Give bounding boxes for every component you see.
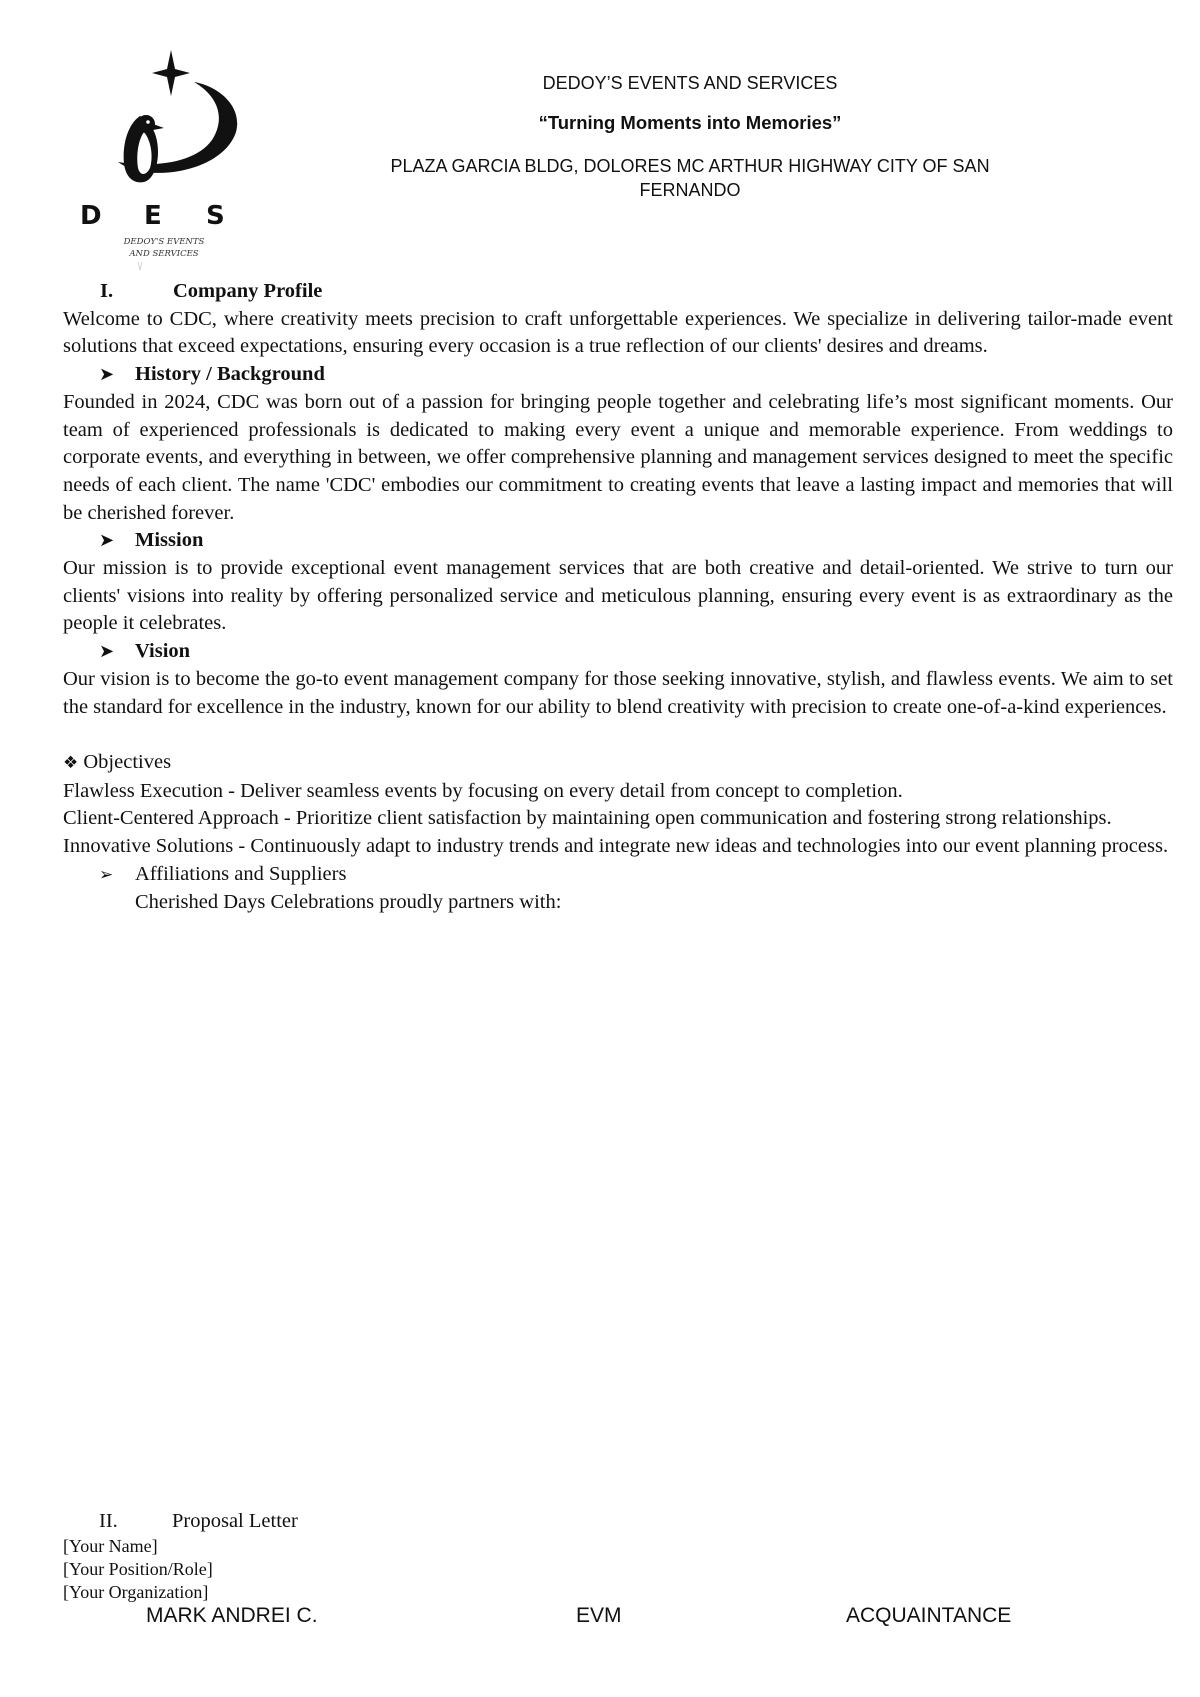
- footer-code: EVM: [576, 1604, 622, 1627]
- vision-paragraph: Our vision is to become the go-to event management company for those seeking innovative, stylish, and flawless events. We aim to set the standard for excellence in the industry, known for our ability to blend creativity with precision to create one-of-a-kind experiences.: [63, 667, 1173, 718]
- section-title: Proposal Letter: [172, 1510, 298, 1532]
- section-number: II.: [99, 1510, 118, 1532]
- intro-paragraph: Welcome to CDC, where creativity meets precision to craft unforgettable experiences. We specialize in delivering tailor-made event solutions that exceed expectations, ensuring every occasion is a true reflection of our clients' desires and dreams.: [63, 307, 1173, 358]
- arrow-bullet-icon: ➤: [99, 364, 115, 386]
- section-heading: [63, 278, 1173, 306]
- section-title: Company Profile: [173, 280, 323, 302]
- section-number: I.: [100, 280, 114, 302]
- svg-text:E: E: [144, 201, 162, 231]
- diamond-bullet-icon: ❖: [63, 752, 79, 773]
- proposal-section: [63, 1508, 663, 1604]
- svg-text:D: D: [80, 201, 102, 231]
- company-name: DEDOY’S EVENTS AND SERVICES: [542, 73, 838, 93]
- objectives-heading: [63, 749, 1173, 778]
- placeholder-line: [Your Position/Role]: [63, 1559, 213, 1579]
- subheading-label: Mission: [135, 529, 204, 552]
- company-address: PLAZA GARCIA BLDG, DOLORES MC ARTHUR HIGHWAY CITY OF SAN FERNANDO: [390, 156, 990, 200]
- company-logo: [78, 44, 248, 274]
- svg-text:AND SERVICES: AND SERVICES: [129, 249, 199, 259]
- objective-item: Innovative Solutions - Continuously adapt to industry trends and integrate new ideas and technologies into our event planning process.: [63, 835, 1169, 858]
- affiliations-text: Cherished Days Celebrations proudly partners with:: [135, 891, 562, 914]
- subheading-history: [63, 361, 1173, 389]
- objective-item: Client-Centered Approach - Prioritize client satisfaction by maintaining open communication and fostering strong relationships.: [63, 807, 1112, 830]
- footer-name: MARK ANDREI C.: [146, 1604, 318, 1627]
- subheading-vision: [63, 638, 1173, 666]
- arrow-bullet-icon: ➢: [99, 864, 114, 885]
- objectives-label: Objectives: [83, 750, 172, 773]
- spacer: [63, 721, 1173, 749]
- subheading-label: History / Background: [135, 363, 325, 386]
- history-paragraph: Founded in 2024, CDC was born out of a passion for bringing people together and celebrating life’s most significant moments. Our team of experienced professionals is dedicated to making every event a unique and memorable experience. From weddings to corporate events, and everything in between, we offer comprehensive planning and management services designed to meet the specific needs of each client. The name 'CDC' embodies our commitment to creating events that leave a lasting impact and memories that will be cherished forever.: [63, 390, 1173, 524]
- document-body: [63, 278, 1173, 917]
- placeholder-line: [Your Name]: [63, 1536, 158, 1556]
- subheading-affiliations: [63, 861, 1173, 890]
- placeholder-line: [Your Organization]: [63, 1582, 209, 1602]
- subheading-label: Vision: [135, 640, 191, 663]
- arrow-bullet-icon: ➤: [99, 641, 115, 663]
- arrow-bullet-icon: ➤: [99, 530, 115, 552]
- subheading-mission: [63, 527, 1173, 555]
- tagline: “Turning Moments into Memories”: [538, 112, 842, 133]
- svg-text:DEDOY'S EVENTS: DEDOY'S EVENTS: [123, 237, 205, 247]
- footer-word: ACQUAINTANCE: [846, 1604, 1012, 1627]
- subheading-label: Affiliations and Suppliers: [135, 862, 347, 885]
- mission-paragraph: Our mission is to provide exceptional event management services that are both creative and detail-oriented. We strive to turn our clients' visions into reality by offering personalized service and meticulous planning, ensuring every event is as extraordinary as the people it celebrates.: [63, 557, 1173, 635]
- svg-text:S: S: [206, 201, 225, 231]
- section-heading: [63, 1508, 663, 1535]
- objective-item: Flawless Execution - Deliver seamless events by focusing on every detail from concept to completion.: [63, 779, 903, 802]
